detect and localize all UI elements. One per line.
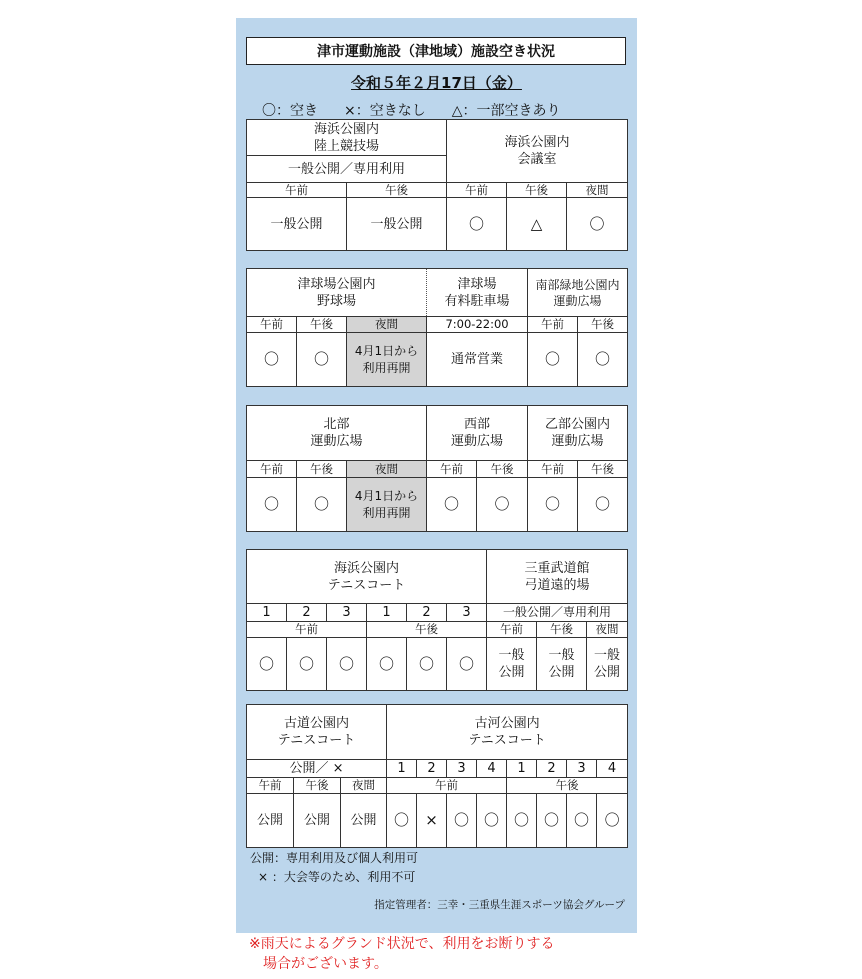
time-slot: 午前 bbox=[247, 778, 294, 794]
legend-available: 〇：空き bbox=[262, 103, 318, 119]
usage-type: 一般公開／専用利用 bbox=[487, 604, 628, 622]
status-cell: 一般公開 bbox=[247, 198, 347, 251]
status-cell: 〇 bbox=[297, 478, 347, 532]
time-slot: 夜間 bbox=[347, 317, 427, 333]
status-cell: 4月1日から 利用再開 bbox=[347, 333, 427, 387]
period-label: 午前 bbox=[247, 622, 367, 638]
facility-name: 三重武道館 弓道遠的場 bbox=[487, 550, 628, 604]
facility-name: 津球場 有料駐車場 bbox=[427, 269, 528, 317]
status-cell: 〇 bbox=[537, 794, 567, 848]
page-title: 津市運動施設（津地域）施設空き状況 bbox=[246, 37, 626, 65]
status-cell: 通常営業 bbox=[427, 333, 528, 387]
time-slot: 午前 bbox=[427, 461, 477, 478]
court-number: 1 bbox=[367, 604, 407, 622]
status-cell: 〇 bbox=[597, 794, 628, 848]
time-slot: 午後 bbox=[297, 317, 347, 333]
status-cell: 〇 bbox=[367, 638, 407, 691]
rain-warning bbox=[249, 934, 554, 974]
status-cell: 一般 公開 bbox=[487, 638, 537, 691]
status-cell: 一般公開 bbox=[347, 198, 447, 251]
status-cell: 〇 bbox=[247, 333, 297, 387]
court-number: 2 bbox=[287, 604, 327, 622]
section5-table bbox=[246, 704, 628, 848]
time-slot: 夜間 bbox=[347, 461, 427, 478]
status-cell: 〇 bbox=[427, 478, 477, 532]
manager-credit: 指定管理者：三幸・三重県生涯スポーツ協会グループ bbox=[374, 899, 625, 911]
time-slot: 午後 bbox=[578, 317, 628, 333]
status-cell: 〇 bbox=[507, 794, 537, 848]
note-unavailable: × ：大会等のため、利用不可 bbox=[258, 870, 416, 884]
status-cell: 〇 bbox=[447, 638, 487, 691]
period-label: 午後 bbox=[507, 778, 628, 794]
date-heading: 令和５年２月17日（金） bbox=[351, 74, 522, 92]
status-cell: 公開 bbox=[294, 794, 341, 848]
time-slot: 午前 bbox=[447, 183, 507, 198]
legend bbox=[262, 100, 561, 120]
court-number: 2 bbox=[537, 760, 567, 778]
status-cell: 〇 bbox=[287, 638, 327, 691]
status-cell: 〇 bbox=[578, 478, 628, 532]
status-cell: 〇 bbox=[447, 198, 507, 251]
section4-table bbox=[246, 549, 628, 691]
court-number: 3 bbox=[447, 604, 487, 622]
status-cell: 公開 bbox=[341, 794, 387, 848]
legend-unavailable: ×：空きなし bbox=[344, 103, 426, 119]
court-number: 2 bbox=[417, 760, 447, 778]
status-cell: 〇 bbox=[567, 198, 628, 251]
court-number: 3 bbox=[447, 760, 477, 778]
status-cell: 〇 bbox=[297, 333, 347, 387]
court-number: 2 bbox=[407, 604, 447, 622]
time-slot: 午後 bbox=[578, 461, 628, 478]
note-public: 公開：専用利用及び個人利用可 bbox=[250, 851, 419, 865]
court-number: 3 bbox=[327, 604, 367, 622]
time-slot: 7:00-22:00 bbox=[427, 317, 528, 333]
status-cell: 〇 bbox=[247, 478, 297, 532]
time-slot: 午前 bbox=[528, 317, 578, 333]
time-slot: 午前 bbox=[247, 317, 297, 333]
status-cell: 4月1日から 利用再開 bbox=[347, 478, 427, 532]
status-cell: 公開 bbox=[247, 794, 294, 848]
facility-name: 海浜公園内 会議室 bbox=[447, 120, 628, 183]
status-cell: 〇 bbox=[247, 638, 287, 691]
court-number: 4 bbox=[477, 760, 507, 778]
status-cell: × bbox=[417, 794, 447, 848]
court-number: 3 bbox=[567, 760, 597, 778]
status-cell: 〇 bbox=[578, 333, 628, 387]
time-slot: 午後 bbox=[294, 778, 341, 794]
facility-name: 津球場公園内 野球場 bbox=[247, 269, 427, 317]
time-slot: 午後 bbox=[297, 461, 347, 478]
time-slot: 午後 bbox=[477, 461, 528, 478]
section1-table bbox=[246, 119, 628, 251]
status-cell: 一般 公開 bbox=[537, 638, 587, 691]
facility-name: 古河公園内 テニスコート bbox=[387, 705, 628, 760]
facility-name: 海浜公園内 陸上競技場 bbox=[247, 120, 447, 156]
court-number: 1 bbox=[247, 604, 287, 622]
usage-type: 公開／ × bbox=[247, 760, 387, 778]
status-cell: 〇 bbox=[567, 794, 597, 848]
rain-warning-line: ※雨天によるグランド状況で、利用をお断りする bbox=[249, 936, 555, 952]
facility-name: 南部緑地公園内 運動広場 bbox=[528, 269, 628, 317]
time-slot: 午後 bbox=[537, 622, 587, 638]
time-slot: 午前 bbox=[247, 461, 297, 478]
time-slot: 午前 bbox=[528, 461, 578, 478]
facility-name: 西部 運動広場 bbox=[427, 406, 528, 461]
time-slot: 夜間 bbox=[341, 778, 387, 794]
status-cell: 〇 bbox=[528, 478, 578, 532]
time-slot: 夜間 bbox=[567, 183, 628, 198]
facility-name: 乙部公園内 運動広場 bbox=[528, 406, 628, 461]
status-cell: 〇 bbox=[477, 478, 528, 532]
period-label: 午前 bbox=[387, 778, 507, 794]
time-slot: 午後 bbox=[507, 183, 567, 198]
period-label: 午後 bbox=[367, 622, 487, 638]
section3-table bbox=[246, 405, 628, 532]
status-cell: 〇 bbox=[528, 333, 578, 387]
time-slot: 午後 bbox=[347, 183, 447, 198]
time-slot: 午前 bbox=[247, 183, 347, 198]
status-cell: 〇 bbox=[387, 794, 417, 848]
status-cell: 〇 bbox=[327, 638, 367, 691]
usage-type: 一般公開／専用利用 bbox=[247, 156, 447, 183]
rain-warning-line: 場合がございます。 bbox=[249, 956, 388, 972]
status-cell: 〇 bbox=[447, 794, 477, 848]
time-slot: 午前 bbox=[487, 622, 537, 638]
facility-name: 北部 運動広場 bbox=[247, 406, 427, 461]
court-number: 1 bbox=[387, 760, 417, 778]
facility-name: 古道公園内 テニスコート bbox=[247, 705, 387, 760]
court-number: 4 bbox=[597, 760, 628, 778]
status-cell: 〇 bbox=[477, 794, 507, 848]
court-number: 1 bbox=[507, 760, 537, 778]
status-cell: 〇 bbox=[407, 638, 447, 691]
time-slot: 夜間 bbox=[587, 622, 628, 638]
section2-table bbox=[246, 268, 628, 387]
legend-partial: △：一部空きあり bbox=[451, 103, 561, 119]
status-cell: △ bbox=[507, 198, 567, 251]
facility-name: 海浜公園内 テニスコート bbox=[247, 550, 487, 604]
status-cell: 一般 公開 bbox=[587, 638, 628, 691]
